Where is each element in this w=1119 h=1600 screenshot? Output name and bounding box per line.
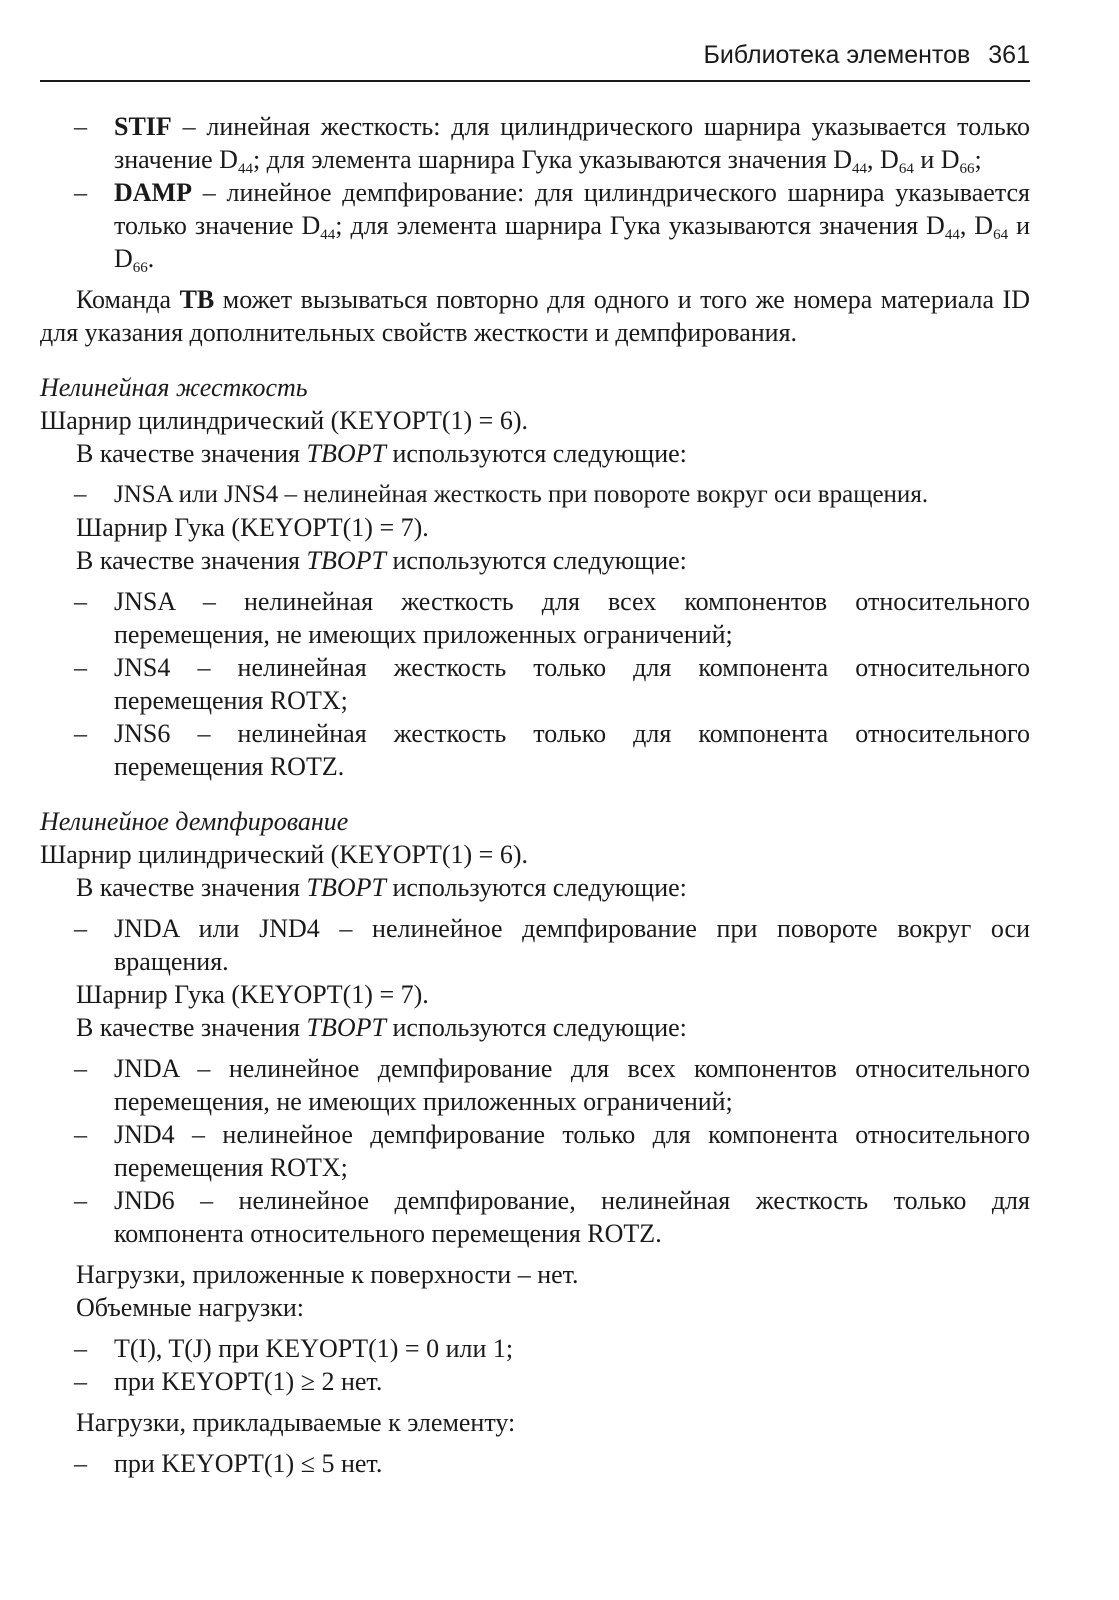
tbopt-intro: [40, 871, 1030, 904]
intro-text: используются следующие:: [385, 546, 687, 575]
damp-text: .: [147, 244, 155, 273]
list-item: – JNSA или JNS4 – нелинейная жесткость при повороте вокруг оси вращения.: [40, 478, 1030, 511]
damp-text: , D: [959, 211, 994, 240]
damp-text: – линейное демпфирование: для цилиндрического шарнира указывается только значение D: [114, 178, 1030, 240]
tbopt-term: TBOPT: [306, 873, 386, 902]
tbopt-term: TBOPT: [306, 546, 386, 575]
subscript: 44: [944, 227, 960, 243]
list-item: – JND4 – нелинейное демпфирование только для компонента относительного перемещения ROTX;: [40, 1118, 1030, 1184]
body-loads-heading: Объемные нагрузки:: [76, 1293, 305, 1322]
tbopt-intro: [40, 544, 1030, 577]
list-item: – JND6 – нелинейное демпфирование, нелинейная жесткость только для компонента относительного перемещения ROTZ.: [40, 1184, 1030, 1250]
chapter-title: Библиотека элементов: [703, 41, 971, 69]
stif-text: ; для элемента шарнира Гука указываются значения D: [252, 145, 853, 174]
list-item: – при KEYOPT(1) ≤ 5 нет.: [40, 1447, 1030, 1480]
subscript: 64: [898, 161, 914, 177]
list-item: – JNDA или JND4 – нелинейное демпфирование при повороте вокруг оси вращения.: [40, 912, 1030, 978]
intro-text: В качестве значения: [76, 873, 307, 902]
list-item: – JNDA – нелинейное демпфирование для всех компонентов относительного перемещения, не имеющих приложенных ограничений;: [40, 1052, 1030, 1118]
list-item: – при KEYOPT(1) ≥ 2 нет.: [40, 1365, 1030, 1398]
cyl-line: Шарнир цилиндрический (KEYOPT(1) = 6).: [40, 406, 528, 435]
content: [40, 110, 1030, 1480]
element-loads-heading: Нагрузки, прикладываемые к элементу:: [76, 1408, 516, 1437]
list-item: – JNS6 – нелинейная жесткость только для компонента относительного перемещения ROTZ.: [40, 717, 1030, 783]
section-heading-stiffness: Нелинейная жесткость: [40, 373, 308, 402]
tbopt-intro: [40, 1011, 1030, 1044]
stif-term: STIF: [114, 112, 172, 141]
subscript: 44: [320, 227, 336, 243]
intro-text: В качестве значения: [76, 1013, 307, 1042]
intro-text: используются следующие:: [385, 1013, 687, 1042]
hooke-line: Шарнир Гука (KEYOPT(1) = 7).: [76, 513, 429, 542]
stif-text: – линейная жесткость: для цилиндрического шарнира указывается только значение D: [114, 112, 1030, 174]
subscript: 64: [993, 227, 1009, 243]
damp-text: и D: [114, 211, 1031, 273]
surface-loads: Нагрузки, приложенные к поверхности – нет.: [76, 1260, 579, 1289]
hooke-line: Шарнир Гука (KEYOPT(1) = 7).: [76, 980, 429, 1009]
damp-item: [40, 176, 1030, 275]
tbopt-intro: [40, 437, 1030, 470]
intro-text: используются следующие:: [385, 873, 687, 902]
list-item: – JNSA – нелинейная жесткость для всех компонентов относительного перемещения, не имеющих приложенных ограничений;: [40, 585, 1030, 651]
damp-text: ; для элемента шарнира Гука указываются значения D: [335, 211, 945, 240]
subscript: 44: [852, 161, 868, 177]
tb-paragraph: [40, 283, 1030, 349]
stif-text: , D: [867, 145, 899, 174]
intro-text: используются следующие:: [385, 439, 687, 468]
subscript: 44: [237, 161, 253, 177]
page-number: 361: [988, 41, 1030, 69]
tb-term: TB: [179, 285, 215, 314]
tbopt-term: TBOPT: [306, 1013, 386, 1042]
tb-text: может вызываться повторно для одного и того же номера материала ID для указания дополнительных свойств жесткости и демпфирования.: [40, 285, 1030, 347]
section-heading-damping: Нелинейное демпфирование: [40, 807, 349, 836]
subscript: 66: [132, 260, 148, 276]
subscript: 66: [959, 161, 975, 177]
intro-text: В качестве значения: [76, 439, 307, 468]
stif-item: [40, 110, 1030, 176]
tb-text: Команда: [76, 285, 180, 314]
page-header: [40, 38, 1030, 82]
running-head: [685, 38, 1030, 72]
stif-text: и D: [913, 145, 960, 174]
intro-text: В качестве значения: [76, 546, 307, 575]
list-item: – JNS4 – нелинейная жесткость только для компонента относительного перемещения ROTX;: [40, 651, 1030, 717]
list-item: – T(I), T(J) при KEYOPT(1) = 0 или 1;: [40, 1332, 1030, 1365]
damp-term: DAMP: [114, 178, 192, 207]
tbopt-term: TBOPT: [306, 439, 386, 468]
stif-text: ;: [974, 145, 982, 174]
cyl-line: Шарнир цилиндрический (KEYOPT(1) = 6).: [40, 840, 528, 869]
